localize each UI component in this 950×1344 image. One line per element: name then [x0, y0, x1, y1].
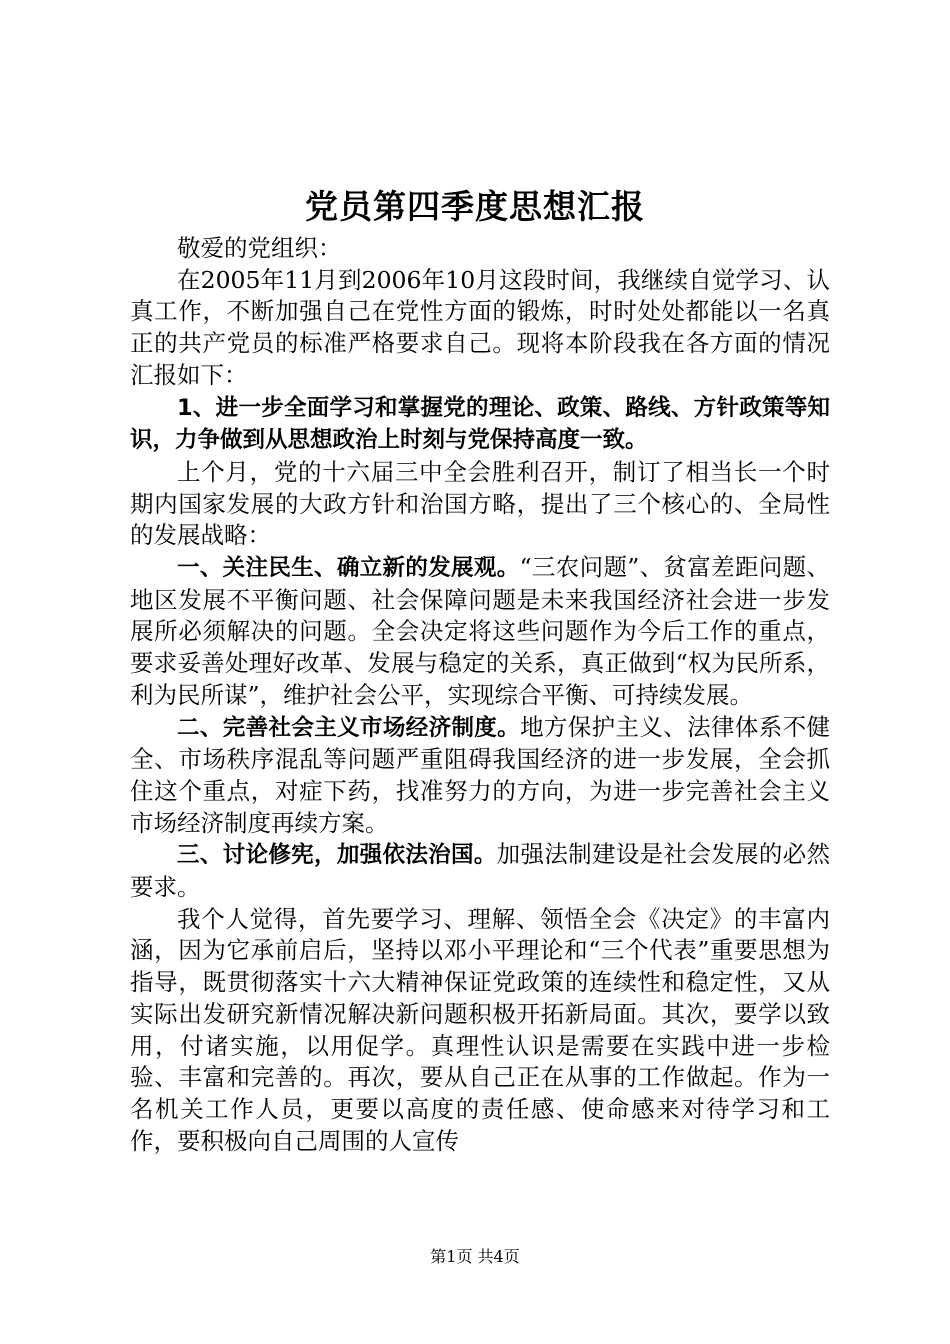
- strategy-2-heading: 二、完善社会主义市场经济制度。: [177, 714, 521, 741]
- strategy-2-text: 地方保护主义、法律体系不健全、市场秩序混乱等问题严重阻碍我国经济的进一步发展，全会抓住这个重点，对症下药，找准努力的方向，为进一步完善社会主义市场经济制度再续方案。: [130, 712, 830, 837]
- point-1-text: 1、进一步全面学习和掌握党的理论、政策、路线、方针政策等知识，力争做到从思想政治上时刻与党保持高度一致。: [130, 394, 830, 454]
- personal-reflection-paragraph: 我个人觉得，首先要学习、理解、领悟全会《决定》的丰富内涵，因为它承前启后，坚持以邓小平理论和“三个代表”重要思想为指导，既贯彻落实十六大精神保证党政策的连续性和稳定性，又从实际出发研究新情况解决新问题积极开拓新局面。其次，要学以致用，付诸实施，以用促学。真理性认识是需要在实践中进一步检验、丰富和完善的。再次，要从自己正在从事的工作做起。作为一名机关工作人员，更要以高度的责任感、使命感来对待学习和工作，要积极向自己周围的人宣传: [130, 904, 830, 1155]
- strategy-1-paragraph: [130, 552, 830, 712]
- document-body: [130, 233, 830, 1157]
- congress-paragraph: 上个月，党的十六届三中全会胜利召开，制订了相当长一个时期内国家发展的大政方针和治国方略，提出了三个核心的、全局性的发展战略：: [130, 457, 830, 550]
- intro-paragraph: 在2005年11月到2006年10月这段时间，我继续自觉学习、认真工作，不断加强自己在党性方面的锻炼，时时处处都能以一名真正的共产党员的标准严格要求自己。现将本阶段我在各方面的情况汇报如下：: [130, 265, 830, 389]
- point-1-heading: [130, 392, 830, 457]
- strategy-3-heading: 三、讨论修宪，加强依法治国。: [177, 842, 497, 869]
- strategy-1-text: “三农问题”、贫富差距问题、地区发展不平衡问题、社会保障问题是未来我国经济社会进一步发展所必须解决的问题。全会决定将这些问题作为今后工作的重点，要求妥善处理好改革、发展与稳定的关系，真正做到“权为民所系，利为民所谋”，维护社会公平，实现综合平衡、可持续发展。: [130, 553, 830, 709]
- strategy-1-heading: 一、关注民生、确立新的发展观。: [177, 555, 520, 582]
- document-title: 党员第四季度思想汇报: [305, 187, 645, 226]
- strategy-3-paragraph: [130, 839, 830, 903]
- strategy-3-text: 加强法制建设是社会发展的必然要求。: [130, 840, 830, 902]
- strategy-2-paragraph: [130, 712, 830, 840]
- page-number-footer: 第1页 共4页: [430, 1247, 520, 1266]
- salutation: 敬爱的党组织：: [177, 234, 342, 262]
